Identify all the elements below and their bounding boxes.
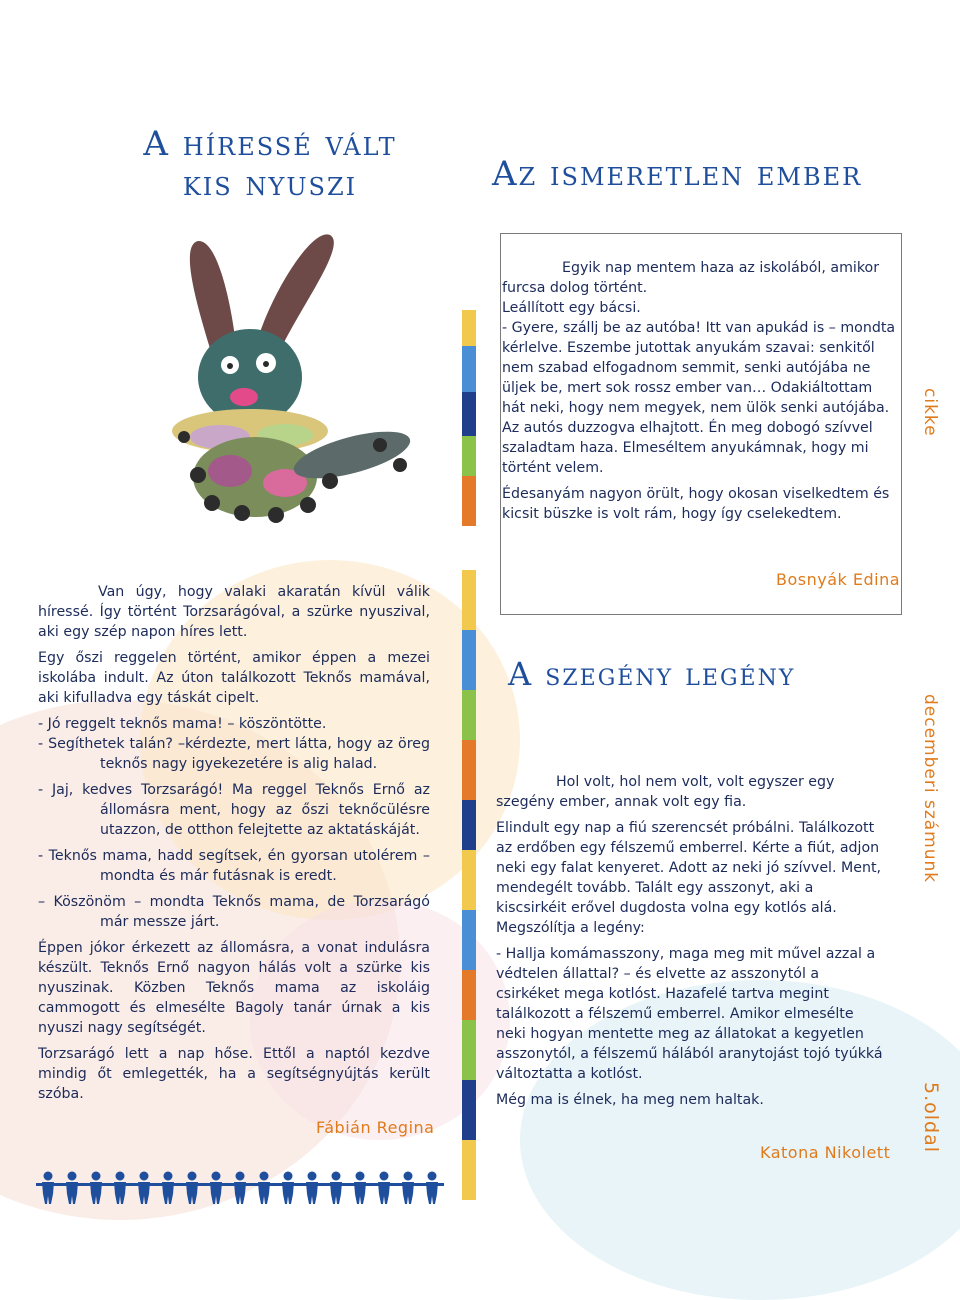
person-figure-icon	[228, 1172, 252, 1205]
story-1-text	[38, 582, 430, 1104]
story-1-paragraph: Éppen jókor érkezett az állomásra, a vonat indulásra készült. Teknős Ernő nagyon hálás volt a szürke kis nyuszinak. Közben Teknős mama az iskoláig cammogott és elmesélte Bagoly tanár úrnak a kis nyuszi nagy segítségét.	[38, 940, 430, 1036]
story-1-paragraph: - Jaj, kedves Torzsarágó! Ma reggel Teknős Ernő az állomásra ment, hogy az őszi teknőcülésre utazzon, de otthon felejtette az aktatáskáját.	[38, 782, 430, 838]
person-figure-icon	[300, 1172, 324, 1205]
colour-strip	[462, 310, 476, 1200]
person-figure-icon	[204, 1172, 228, 1205]
story-2-paragraph: Leállított egy bácsi.	[502, 300, 641, 316]
heading-story-2: Az ismeretlen ember	[492, 154, 863, 194]
person-figure-icon	[372, 1172, 396, 1205]
page-number-label: 5.oldal	[920, 1082, 942, 1154]
author-story-3: Katona Nikolett	[760, 1143, 891, 1162]
story-3-paragraph: - Hallja komámasszony, maga meg mit művel azzal a védtelen állattal? – és elvette az asszonytól a csirkéket mega kotlóst. Hazafelé tartva megint találkozott a félszemű emberrel. Amikor elmesélte neki hogyan mentette meg az állatokat a kegyetlen asszonytól, a félszemű hálából aranytojást tojó tyúkká változtatta a kotlóst.	[496, 946, 883, 1082]
person-figure-icon	[84, 1172, 108, 1205]
bunny-figure-icon	[80, 205, 470, 525]
story-3-paragraph: Elindult egy nap a fiú szerencsét próbálni. Találkozott az erdőben egy félszemű emberrel. Kérte a fiút, adjon neki egy falat kenyeret. Adott az neki jó szívvel. Ment, mendegélt tovább. Talált egy asszonyt, aki a kiscsirkéit erővel dugdosta volna egy kotlós alá. Megszólítja a legény:	[496, 820, 882, 936]
story-1-paragraph: Van úgy, hogy valaki akaratán kívül válik híressé. Így történt Torzsarágóval, a szürke nyuszival, aki egy szép napon híres lett.	[38, 584, 430, 640]
person-figure-icon	[132, 1172, 156, 1205]
story-1-paragraph: - Segíthetek talán? –kérdezte, mert látta, hogy az öreg teknős nagy igyekezetére is alig halad.	[38, 736, 430, 772]
section-label: cikke	[920, 388, 940, 437]
story-3-paragraph: Hol volt, hol nem volt, volt egyszer egy szegény ember, annak volt egy fia.	[496, 774, 835, 810]
person-figure-icon	[252, 1172, 276, 1205]
person-figure-icon	[324, 1172, 348, 1205]
person-figure-icon	[156, 1172, 180, 1205]
heading-story-3: A szegény legény	[508, 655, 796, 693]
person-figure-icon	[60, 1172, 84, 1205]
person-figure-icon	[276, 1172, 300, 1205]
person-figure-icon	[420, 1172, 444, 1205]
story-2-paragraph: - Gyere, szállj be az autóba! Itt van apukád is – mondta kérlelve. Eszembe jutottak anyukám szavai: senkitől nem szabad elfogadnom semmit, senki autójába ne üljek be, mert sok rossz ember van… Odakiáltottam hát neki, hogy nem megyek, nem ülök senki autójába. Az autós duzzogva elhajtott. Én meg dobogó szívvel szaladtam haza. Elmeséltem anyukámnak, hogy mi történt velem.	[502, 320, 896, 476]
story-1-paragraph: - Teknős mama, hadd segítsek, én gyorsan utolérem – mondta és már futásnak is eredt.	[38, 848, 430, 884]
story-1-paragraph: – Köszönöm – mondta Teknős mama, de Torzsarágó már messze járt.	[38, 894, 430, 930]
story-2-paragraph: Édesanyám nagyon örült, hogy okosan viselkedtem és kicsit büszke is volt rám, hogy így cselekedtem.	[502, 486, 890, 522]
story-1-paragraph: - Jó reggelt teknős mama! – köszöntötte.	[38, 716, 327, 732]
person-figure-icon	[396, 1172, 420, 1205]
story-3-paragraph: Még ma is élnek, ha meg nem haltak.	[496, 1092, 764, 1108]
story-1-paragraph: Torzsarágó lett a nap hőse. Ettől a naptól kezdve mindig őt emlegették, ha a segítségnyújtás került szóba.	[38, 1046, 430, 1102]
story-2-text	[502, 258, 898, 524]
story-2-paragraph: Egyik nap mentem haza az iskolából, amikor furcsa dolog történt.	[502, 260, 880, 296]
author-story-2: Bosnyák Edina	[776, 570, 901, 589]
people-chain-icon	[36, 1170, 446, 1206]
author-story-1: Fábián Regina	[316, 1118, 435, 1137]
person-figure-icon	[180, 1172, 204, 1205]
person-figure-icon	[108, 1172, 132, 1205]
story-1-paragraph: Egy őszi reggelen történt, amikor éppen a mezei iskolába indult. Az úton találkozott Teknős mamával, aki kifulladva egy táskát cipelt.	[38, 650, 430, 706]
heading-story-1: A híressé vált kis nyuszi	[143, 124, 397, 205]
person-figure-icon	[36, 1172, 60, 1205]
issue-label: decemberi számunk	[920, 694, 940, 884]
story-3-text	[496, 772, 886, 1110]
person-figure-icon	[348, 1172, 372, 1205]
